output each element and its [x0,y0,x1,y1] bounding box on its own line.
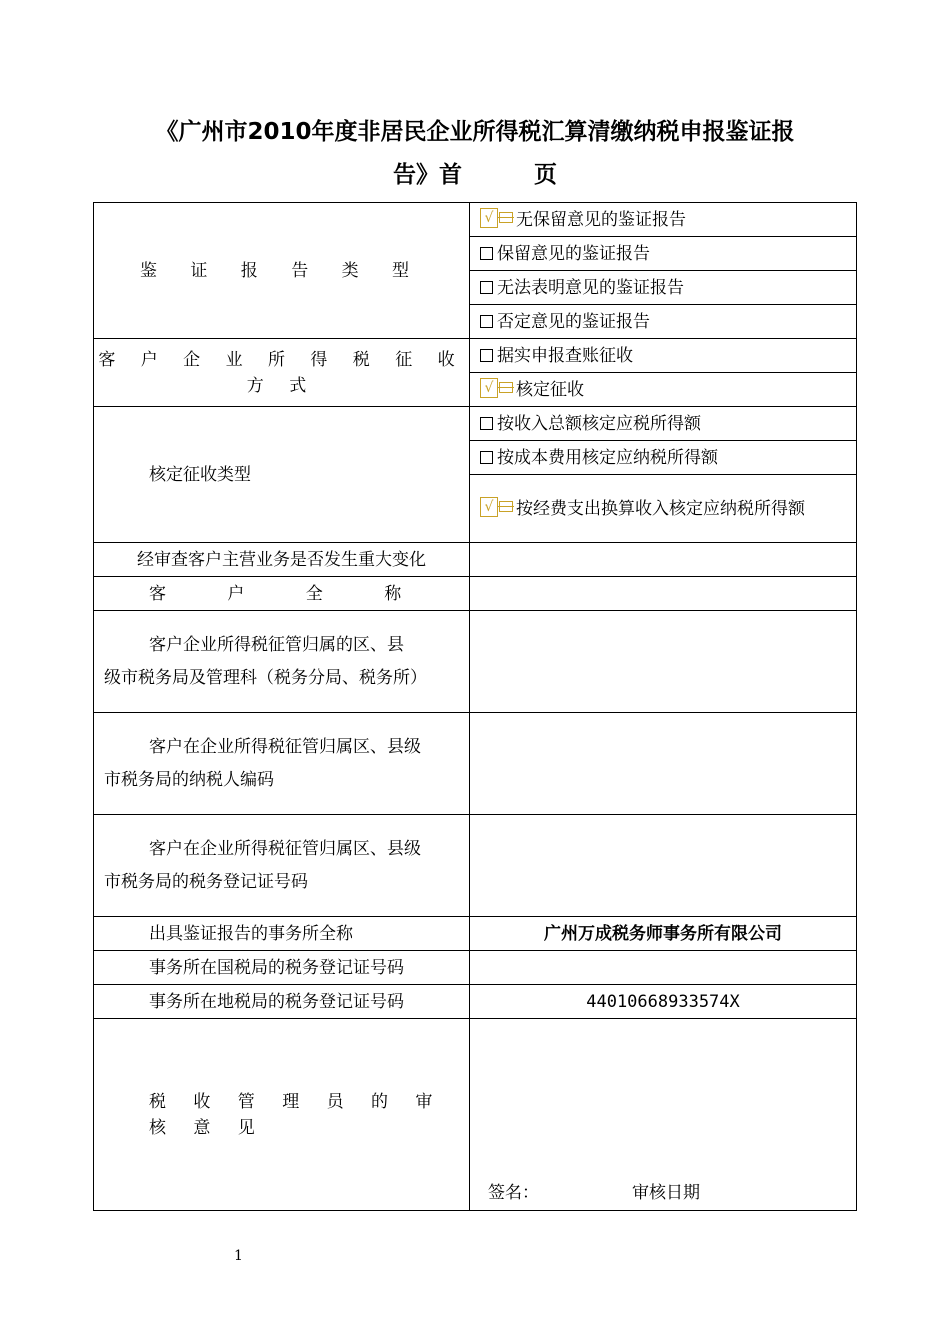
document-title-line-1: 《广州市2010年度非居民企业所得税汇算清缴纳税申报鉴证报 [155,119,795,145]
checkbox-icon[interactable] [480,247,493,260]
tax-registration-value[interactable] [470,815,857,917]
client-name-label: 客 户 全 称 [94,577,470,611]
firm-local-reg-value: 44010668933574X [470,985,857,1019]
review-date-label: 审核日期 [632,1183,700,1203]
option-by-expense[interactable]: √ 按经费支出换算收入核定应纳税所得额 [470,475,857,543]
checked-checkbox-icon[interactable]: √ [480,208,514,228]
firm-name-value: 广州万成税务师事务所有限公司 [470,917,857,951]
taxpayer-code-label: 客户在企业所得税征管归属区、县级 市税务局的纳税人编码 [94,713,470,815]
firm-national-reg-label: 事务所在国税局的税务登记证号码 [94,951,470,985]
checked-checkbox-icon[interactable]: √ [480,378,514,398]
option-disclaimer[interactable]: 无法表明意见的鉴证报告 [470,271,857,305]
checkbox-icon[interactable] [480,349,493,362]
review-opinion-area[interactable] [470,1019,857,1211]
assessed-type-label: 核定征收类型 [94,407,470,543]
signature-label: 签名： [488,1183,539,1203]
checkbox-icon[interactable] [480,417,493,430]
firm-local-reg-label: 事务所在地税局的税务登记证号码 [94,985,470,1019]
option-by-revenue[interactable]: 按收入总额核定应税所得额 [470,407,857,441]
client-name-value[interactable] [470,577,857,611]
document-title-line-2: 告》首 页 [393,162,557,188]
option-actual-audit[interactable]: 据实申报查账征收 [470,339,857,373]
taxpayer-code-value[interactable] [470,713,857,815]
checkbox-icon[interactable] [480,315,493,328]
firm-name-label: 出具鉴证报告的事务所全称 [94,917,470,951]
option-unqualified[interactable]: √ 无保留意见的鉴证报告 [470,203,857,237]
collection-method-label: 客 户 企 业 所 得 税 征 收 方 式 [94,339,470,407]
tax-bureau-value[interactable] [470,611,857,713]
page-number: 1 [234,1248,243,1264]
option-assessed[interactable]: √ 核定征收 [470,373,857,407]
checkbox-icon[interactable] [480,281,493,294]
report-type-label: 鉴 证 报 告 类 型 [94,203,470,339]
major-change-label: 经审查客户主营业务是否发生重大变化 [94,543,470,577]
option-by-cost[interactable]: 按成本费用核定应纳税所得额 [470,441,857,475]
firm-national-reg-value[interactable] [470,951,857,985]
checkbox-icon[interactable] [480,451,493,464]
major-change-value[interactable] [470,543,857,577]
option-adverse[interactable]: 否定意见的鉴证报告 [470,305,857,339]
checked-checkbox-icon[interactable]: √ [480,497,514,517]
review-opinion-label: 税 收 管 理 员 的 审 核 意 见 [94,1019,470,1211]
tax-bureau-label: 客户企业所得税征管归属的区、县 级市税务局及管理科（税务分局、税务所） [94,611,470,713]
report-cover-table [93,202,857,1211]
tax-registration-label: 客户在企业所得税征管归属区、县级 市税务局的税务登记证号码 [94,815,470,917]
option-qualified[interactable]: 保留意见的鉴证报告 [470,237,857,271]
